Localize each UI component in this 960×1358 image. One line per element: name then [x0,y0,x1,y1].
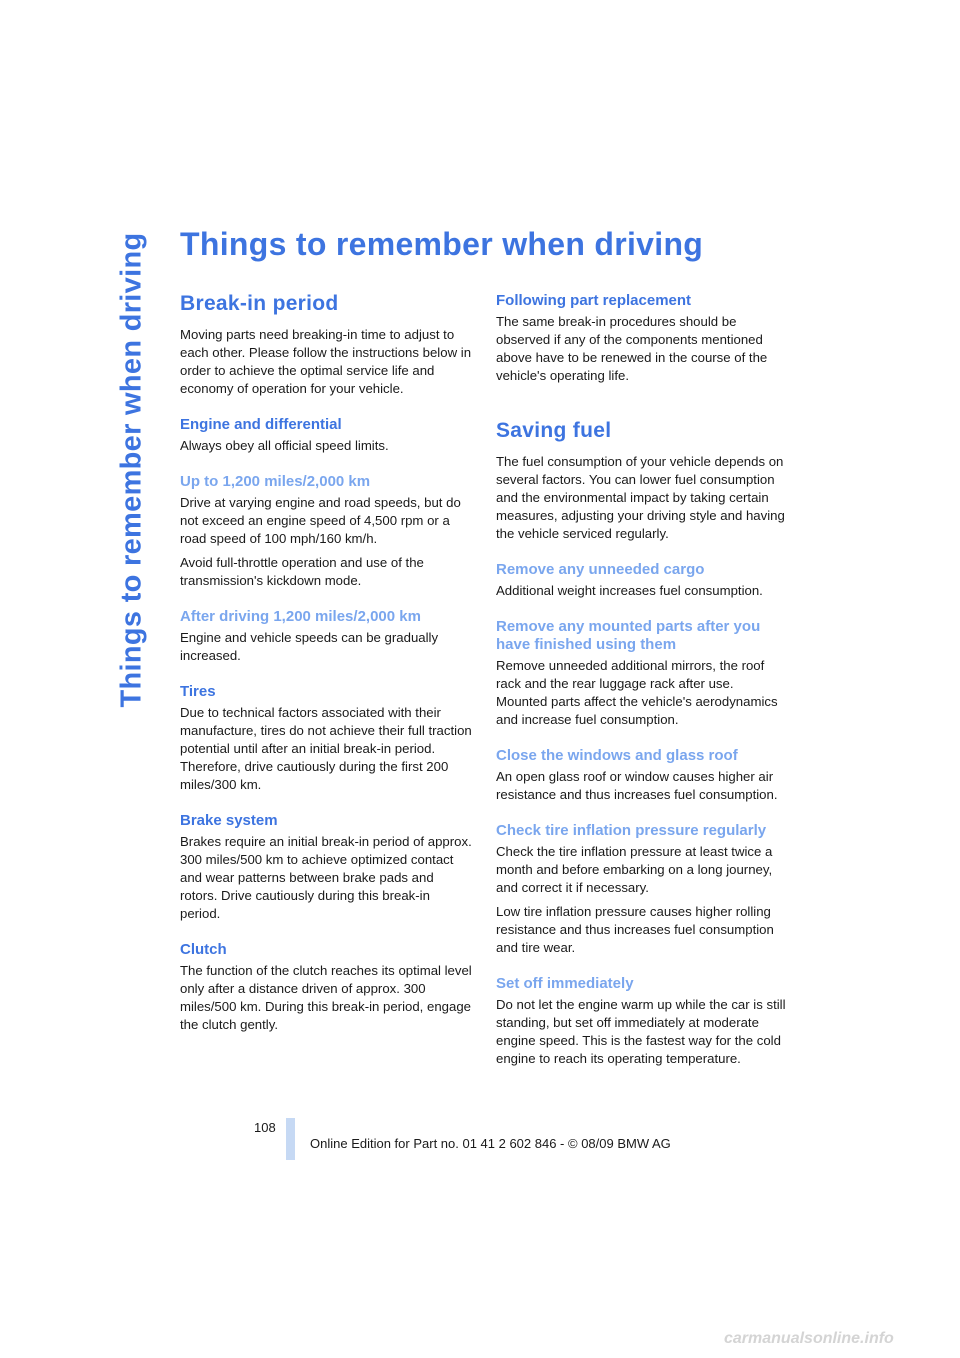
side-chapter-title [112,230,152,710]
brake-heading: Brake system [180,812,278,829]
after-heading: After driving 1,200 miles/2,000 km [180,608,421,625]
left-column [180,292,472,1034]
clutch-text: The function of the clutch reaches its optimal level only after a distance driven of approx. 300 miles/500 km. During this break-in period, engage the clutch gently. [180,963,472,1032]
windows-heading: Close the windows and glass roof [496,747,738,764]
mounted-heading: Remove any mounted parts after you have finished using them [496,618,761,653]
tire-pressure-text-2: Low tire inflation pressure causes higher rolling resistance and thus increases fuel consumption and tire wear. [496,904,774,955]
setoff-text: Do not let the engine warm up while the car is still standing, but set off immediately at moderate engine speed. This is the fastest way for the cold engine to reach its operating temperature. [496,997,786,1066]
engine-heading: Engine and differential [180,416,342,433]
breakin-heading: Break-in period [180,292,339,315]
clutch-heading: Clutch [180,941,227,958]
setoff-heading: Set off immediately [496,975,634,992]
tire-pressure-text-1: Check the tire inflation pressure at least twice a month and before embarking on a long journey, and correct it if necessary. [496,844,773,895]
page-number: 108 [254,1120,276,1135]
breakin-text: Moving parts need breaking-in time to adjust to each other. Please follow the instructions below in order to achieve the optimal service life and economy of operation for your vehicle. [180,327,472,396]
upto-heading: Up to 1,200 miles/2,000 km [180,473,371,490]
saving-heading: Saving fuel [496,419,612,442]
tire-pressure-heading: Check tire inflation pressure regularly [496,822,767,839]
mounted-text: Remove unneeded additional mirrors, the roof rack and the rear luggage rack after use. Mounted parts affect the vehicle's aerodynamics and increase fuel consumption. [496,658,778,727]
upto-text-2: Avoid full-throttle operation and use of the transmission's kickdown mode. [180,555,424,588]
engine-text: Always obey all official speed limits. [180,438,389,453]
windows-text: An open glass roof or window causes higher air resistance and thus increases fuel consumption. [496,769,778,802]
brake-text: Brakes require an initial break-in period of approx. 300 miles/500 km to achieve optimized contact and wear patterns between brake pads and rotors. Drive cautiously during this break-in period. [180,834,472,921]
right-column [496,292,788,1068]
edition-footer: Online Edition for Part no. 01 41 2 602 846 - © 08/09 BMW AG [310,1136,671,1151]
following-text: The same break-in procedures should be observed if any of the components mentioned above have to be renewed in the course of the vehicle's operating life. [496,314,768,383]
side-chapter-title-text: Things to remember when driving [115,232,148,708]
after-text: Engine and vehicle speeds can be gradually increased. [180,630,439,663]
following-heading: Following part replacement [496,292,692,309]
saving-text: The fuel consumption of your vehicle depends on several factors. You can lower fuel consumption and the environmental impact by taking certain measures, adjusting your driving style and having the vehicle serviced regularly. [496,454,785,541]
page-title: Things to remember when driving [180,226,704,262]
footer-accent-bar [286,1118,295,1160]
upto-text-1: Drive at varying engine and road speeds, but do not exceed an engine speed of 4,500 rpm or a road speed of 100 mph/160 km/h. [180,495,461,546]
cargo-text: Additional weight increases fuel consumption. [496,583,763,598]
tires-text: Due to technical factors associated with their manufacture, tires do not achieve their full traction potential until after an initial break-in period. Therefore, drive cautiously during the first 200 miles/300 km. [180,705,472,792]
watermark: carmanualsonline.info [724,1330,894,1347]
tires-heading: Tires [180,683,216,700]
cargo-heading: Remove any unneeded cargo [496,561,705,578]
